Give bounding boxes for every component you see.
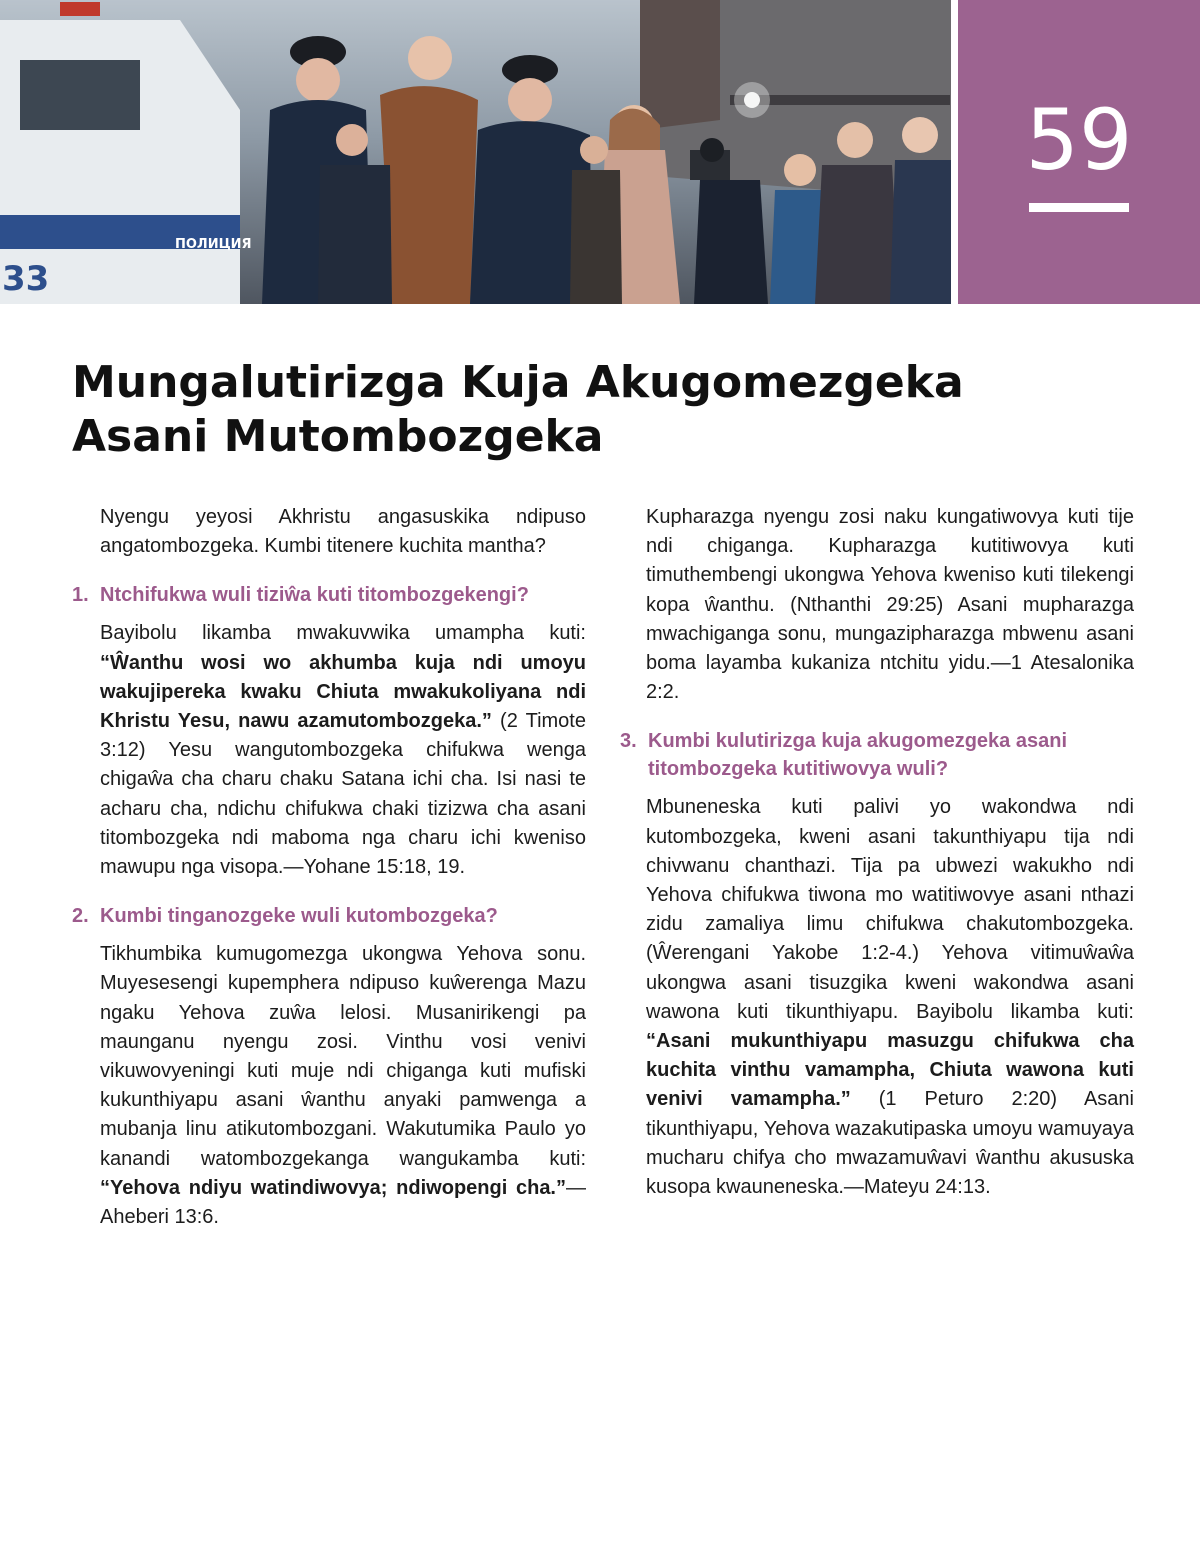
left-column — [72, 503, 586, 1232]
question-2-heading — [72, 902, 586, 930]
van-siren — [60, 2, 100, 16]
van-number: 33 — [2, 259, 50, 299]
section-1-paragraph — [72, 619, 586, 882]
question-3-heading — [620, 727, 1134, 783]
text-run: Mbuneneska kuti palivi yo wakondwa ndi kutombozgeka, kweni asani takunthiyapu tija ndi chivwanu chanthazi. Tija pa ubwezi wakukho ndi Yehova chifukwa tiwona mo watitiwovye asani nthazi zidu zamaliya limu chifukwa chakutombozgeka. (Ŵerengani Yakobe 1:2-4.) Yehova vitimuŵaŵa ukongwa asani tisuzgika kweni wakondwa asani wawona kuti tikunthiyapu. Bayibolu likamba kuti: — [646, 796, 1134, 1023]
lesson-badge — [958, 0, 1200, 304]
van-label: ПОЛИЦИЯ — [175, 237, 252, 252]
question-number: 2. — [72, 905, 89, 928]
scripture-quote: “Yehova ndiyu watindiwovya; ndiwopengi cha.” — [100, 1176, 566, 1199]
intro-paragraph: Nyengu yeyosi Akhristu angasuskika ndipuso angatombozgeka. Kumbi titenere kuchita mantha? — [100, 506, 586, 558]
van-window — [20, 60, 140, 130]
header-photo-scene — [0, 0, 951, 304]
question-number: 1. — [72, 584, 89, 607]
header-photo — [0, 0, 951, 304]
text-run: —Aheberi 13:6. — [100, 1176, 586, 1229]
text-run: Tikhumbika kumugomezga ukongwa Yehova sonu. Muyesesengi kupemphera ndipuso kuŵerenga Mazu ngaku Yehova zuŵa lelosi. Musanirikengi pa maunganu nyengu zosi. Vinthu vosi venivi vikuwovyeningi kuti muje ndi chiganga kuti mufiski kukunthiyapu asani ŵanthu anyaki pamwenga a mubanja linu atikutombozgani. Wakutumika Paulo yo kanandi watombozgekanga wangukamba kuti: — [100, 943, 586, 1170]
scripture-quote: “Asani mukunthiyapu masuzgu chifukwa cha kuchita vinthu vamampha, Chiuta wawona kuti venivi vamampha.” — [646, 1030, 1134, 1111]
text-run: (2 Timote 3:12) Yesu wangutombozgeka chifukwa wenga chigaŵa cha charu chaku Satana ichi cha. Isi nasi te acharu cha, ndichu chifukwa chaki tizizwa cha asani titombozgeka ndi maboma nga charu ichi kweniso mawupu nga visopa.—Yohane 15:18, 19. — [100, 710, 586, 879]
question-text: Kumbi tinganozgeke wuli kutombozgeka? — [100, 905, 498, 928]
lesson-number-underline — [1029, 203, 1129, 212]
scripture-quote: “Ŵanthu wosi wo akhumba kuja ndi umoyu wakujipereka kwaku Chiuta mwakukoliyana ndi Khristu Yesu, nawu azamutombozgeka.” — [100, 651, 586, 733]
section-2-paragraph — [72, 940, 586, 1232]
section-2-continued-paragraph: Kupharazga nyengu zosi naku kungatiwovya kuti tije ndi chiganga. Kupharazga kutitiwovya kuti timuthembengi ukongwa Yehova kweniso kuti tilekengi kopa ŵanthu. (Nthanthi 29:25) Asani mupharazga mwachiganga sonu, mungazipharazga mbwenu asani boma layamba kukaniza ntchitu yidu.—1 Atesalonika 2:2. — [646, 506, 1134, 704]
question-text: Kumbi kulutirizga kuja akugomezgeka asani titombozgeka kutitiwovya wuli? — [648, 730, 1068, 781]
lesson-number: 59 — [1025, 91, 1133, 189]
question-1-heading — [72, 581, 586, 609]
page-title: Mungalutirizga Kuja Akugomezgeka Asani Mutombozgeka — [72, 357, 964, 462]
right-column — [620, 503, 1134, 1202]
section-3-paragraph — [620, 793, 1134, 1202]
text-run: (1 Peturo 2:20) Asani tikunthiyapu, Yehova wazakutipaska umoyu wamuyaya mucharu chifya cho mwazamuŵavi ŵanthu akususka kusopa kwauneneska.—Mateyu 24:13. — [646, 1088, 1135, 1199]
question-number: 3. — [620, 730, 637, 753]
text-run: Bayibolu likamba mwakuvwika umampha kuti: — [100, 622, 586, 645]
question-text: Ntchifukwa wuli tiziŵa kuti titombozgekengi? — [100, 584, 529, 607]
flash-glow — [734, 82, 770, 118]
building-sign-wall — [640, 0, 720, 130]
